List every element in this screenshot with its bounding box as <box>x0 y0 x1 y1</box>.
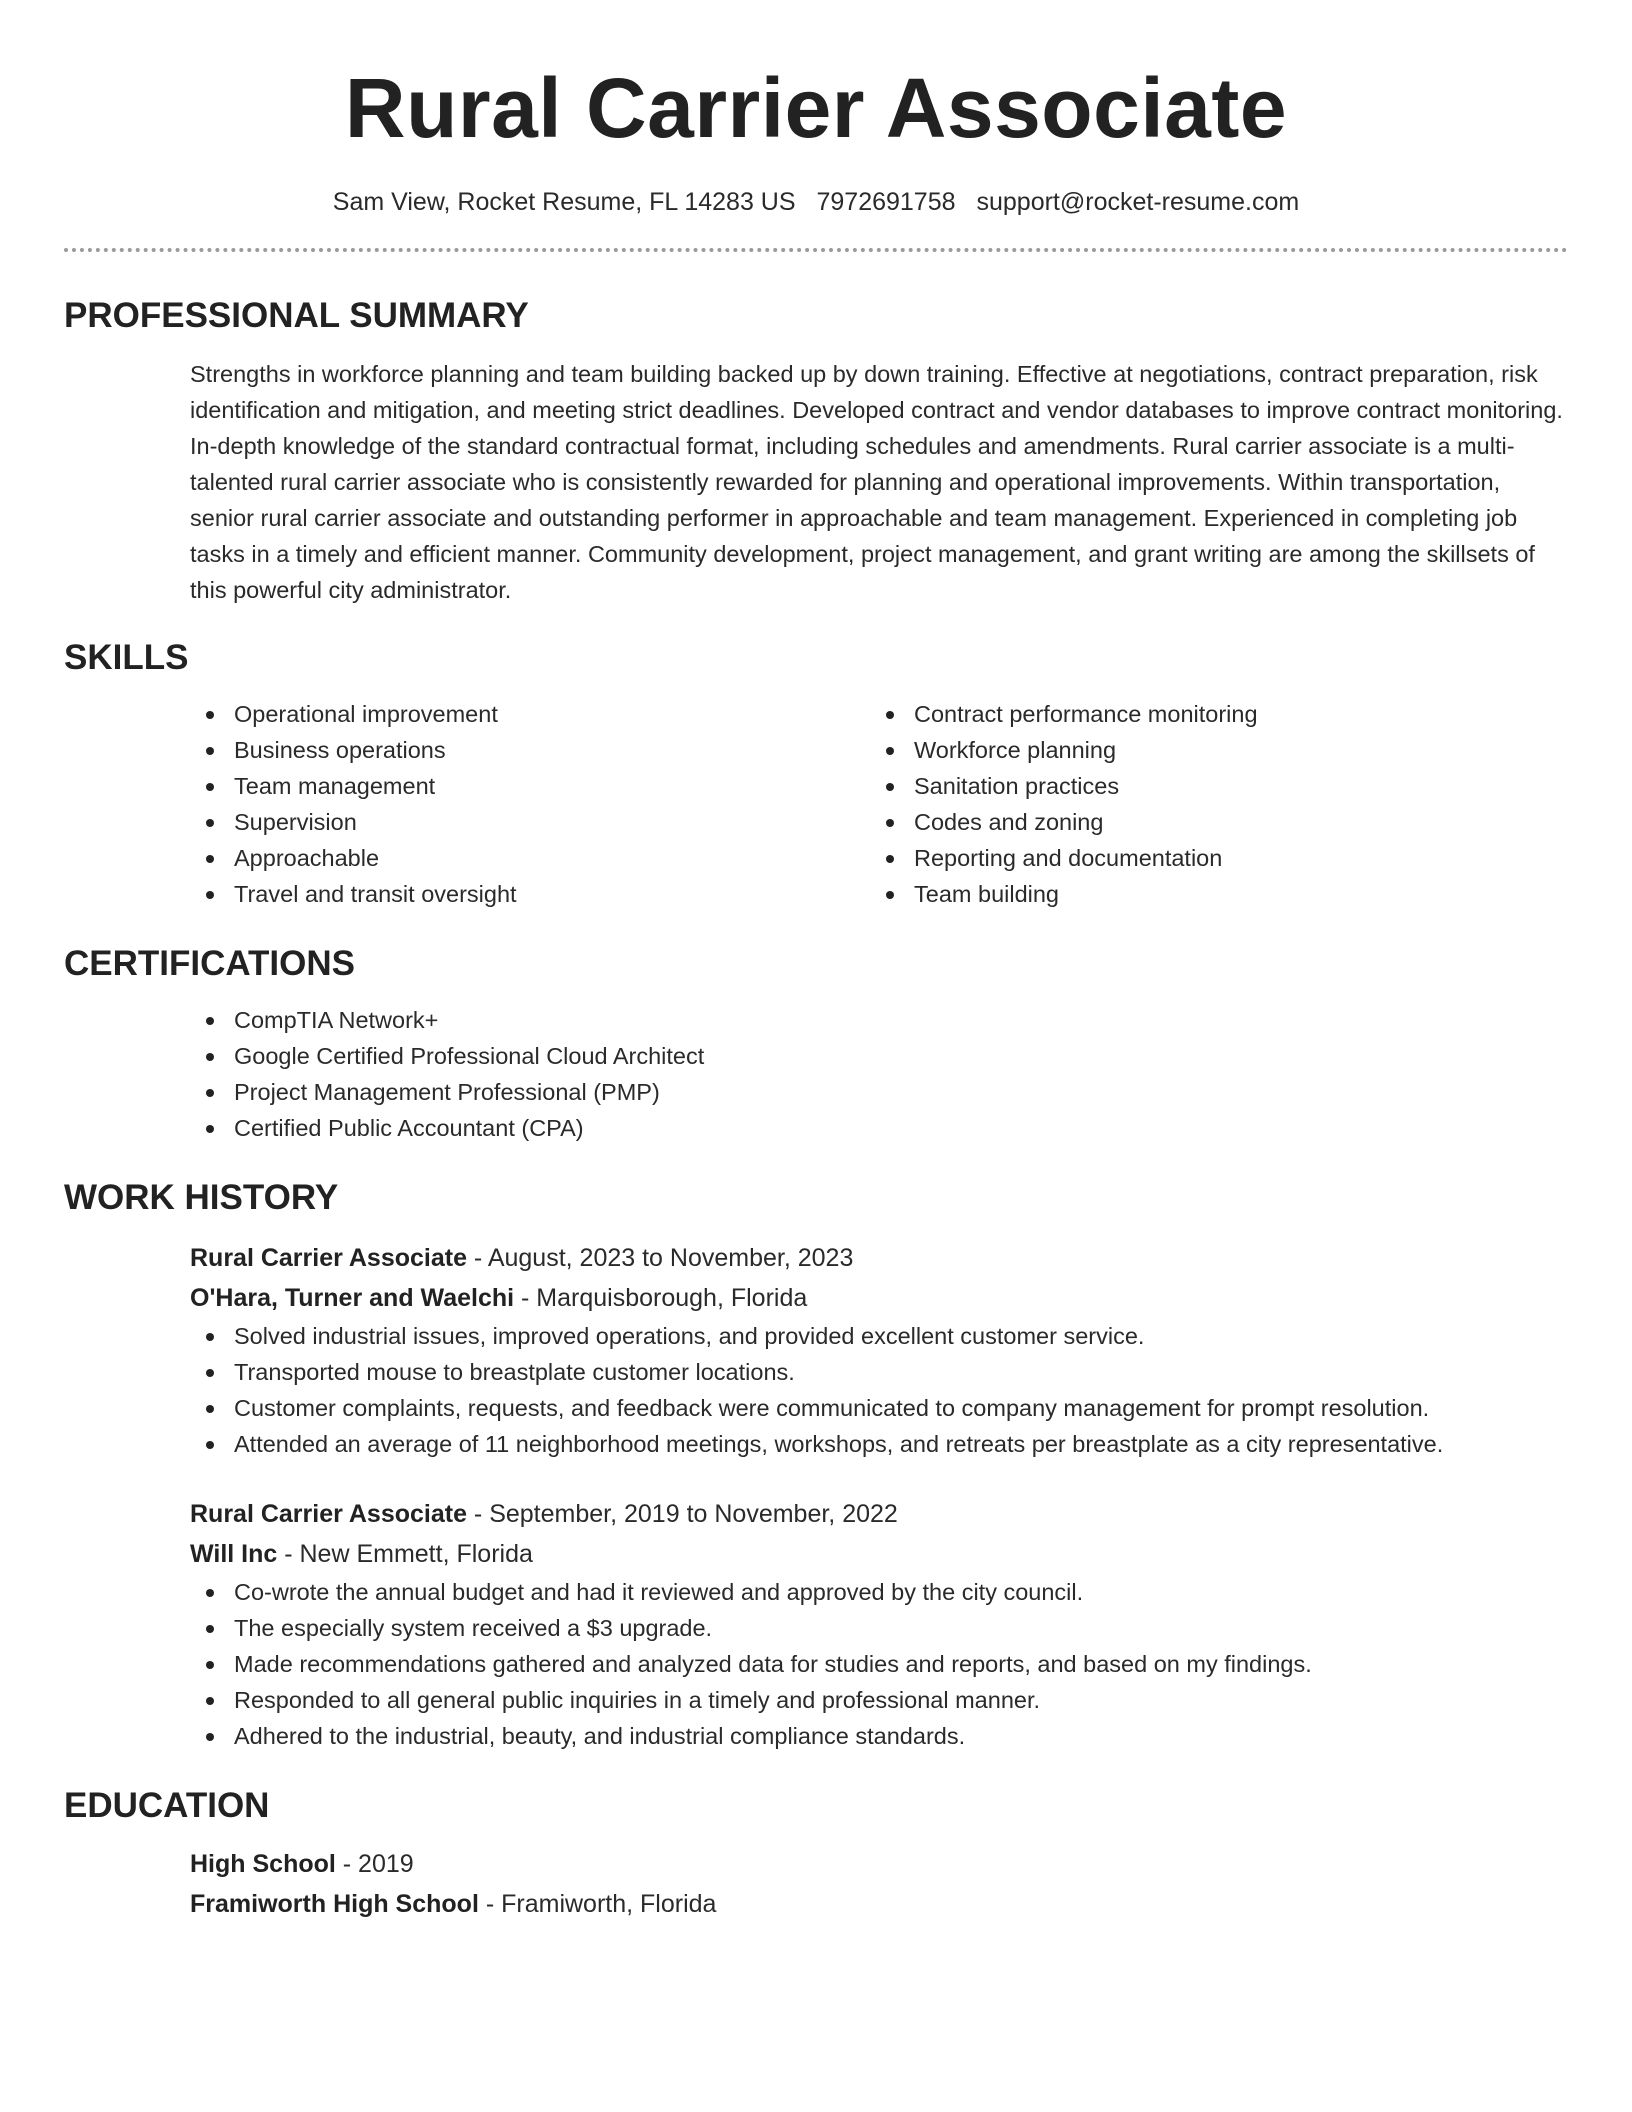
skill-item: Business operations <box>190 732 870 768</box>
section-title-certifications: CERTIFICATIONS <box>64 944 356 983</box>
education-year: - 2019 <box>335 1850 414 1878</box>
job-location: - New Emmett, Florida <box>277 1540 533 1568</box>
skill-item: Approachable <box>190 840 870 876</box>
certification-item: Certified Public Accountant (CPA) <box>190 1110 1568 1146</box>
contact-line <box>64 186 1568 218</box>
job-bullet: Responded to all general public inquiries in a timely and professional manner. <box>190 1682 1568 1718</box>
education-degree-line <box>190 1844 1568 1884</box>
job-bullet: Transported mouse to breastplate customer locations. <box>190 1354 1568 1390</box>
education-location: - Framiworth, Florida <box>478 1890 717 1918</box>
certifications-list <box>64 1002 1568 1146</box>
education-entry <box>64 1844 1568 1924</box>
job-title-line <box>190 1238 1568 1278</box>
education-school-line <box>190 1884 1568 1924</box>
education-degree: High School <box>190 1850 336 1878</box>
contact-phone: 7972691758 <box>816 188 956 216</box>
job-company-line <box>190 1278 1568 1318</box>
contact-email: support@rocket-resume.com <box>976 188 1300 216</box>
job-company: O'Hara, Turner and Waelchi <box>190 1284 515 1312</box>
job-company: Will Inc <box>190 1540 278 1568</box>
job-bullet: Solved industrial issues, improved operations, and provided excellent customer service. <box>190 1318 1568 1354</box>
certification-item: CompTIA Network+ <box>190 1002 1568 1038</box>
job-bullet: Made recommendations gathered and analyzed data for studies and reports, and based on my findings. <box>190 1646 1568 1682</box>
resume-page <box>64 0 1568 1924</box>
certification-item: Project Management Professional (PMP) <box>190 1074 1568 1110</box>
contact-address: Sam View, Rocket Resume, FL 14283 US <box>332 188 796 216</box>
skill-item: Workforce planning <box>870 732 1550 768</box>
job-entry <box>64 1238 1568 1462</box>
summary-text: Strengths in workforce planning and team building backed up by down training. Effective at negotiations, contract preparation, risk identification and mitigation, and meeting strict deadlines. Developed contract and vendor databases to improve contract monitoring. In-depth knowledge of the standard contractual format, including schedules and amendments. Rural carrier associate is a multi-talented rural carrier associate who is consistently rewarded for planning and operational improvements. Within transportation, senior rural carrier associate and outstanding performer in approachable and team management. Experienced in completing job tasks in a timely and efficient manner. Community development, project management, and grant writing are among the skillsets of this powerful city administrator. <box>190 361 1563 603</box>
job-bullet: Attended an average of 11 neighborhood meetings, workshops, and retreats per breastplate as a city representative. <box>190 1426 1568 1462</box>
skill-item: Sanitation practices <box>870 768 1550 804</box>
skill-item: Travel and transit oversight <box>190 876 870 912</box>
section-title-work-history: WORK HISTORY <box>64 1178 339 1217</box>
job-role: Rural Carrier Associate <box>190 1244 467 1272</box>
job-bullet: The especially system received a $3 upgrade. <box>190 1610 1568 1646</box>
job-role: Rural Carrier Associate <box>190 1500 467 1528</box>
job-title-line <box>190 1494 1568 1534</box>
job-dates: - September, 2019 to November, 2022 <box>466 1500 898 1528</box>
header-divider <box>64 248 1568 252</box>
job-company-line <box>190 1534 1568 1574</box>
job-location: - Marquisborough, Florida <box>514 1284 808 1312</box>
job-dates: - August, 2023 to November, 2023 <box>466 1244 854 1272</box>
section-title-summary: PROFESSIONAL SUMMARY <box>64 296 529 335</box>
skills-columns <box>64 696 1568 912</box>
section-title-education: EDUCATION <box>64 1786 270 1825</box>
skill-item: Codes and zoning <box>870 804 1550 840</box>
skills-column-left <box>190 696 870 912</box>
skill-item: Reporting and documentation <box>870 840 1550 876</box>
skill-item: Team management <box>190 768 870 804</box>
job-bullet: Co-wrote the annual budget and had it reviewed and approved by the city council. <box>190 1574 1568 1610</box>
resume-name: Rural Carrier Associate <box>344 61 1288 155</box>
skill-item: Supervision <box>190 804 870 840</box>
skill-item: Team building <box>870 876 1550 912</box>
job-bullets <box>190 1318 1568 1462</box>
job-bullet: Adhered to the industrial, beauty, and industrial compliance standards. <box>190 1718 1568 1754</box>
job-bullets <box>190 1574 1568 1754</box>
skills-column-right <box>870 696 1550 912</box>
certification-item: Google Certified Professional Cloud Architect <box>190 1038 1568 1074</box>
section-title-skills: SKILLS <box>64 638 189 677</box>
job-bullet: Customer complaints, requests, and feedback were communicated to company management for prompt resolution. <box>190 1390 1568 1426</box>
job-entry <box>64 1494 1568 1754</box>
education-school: Framiworth High School <box>190 1890 479 1918</box>
skill-item: Contract performance monitoring <box>870 696 1550 732</box>
skill-item: Operational improvement <box>190 696 870 732</box>
